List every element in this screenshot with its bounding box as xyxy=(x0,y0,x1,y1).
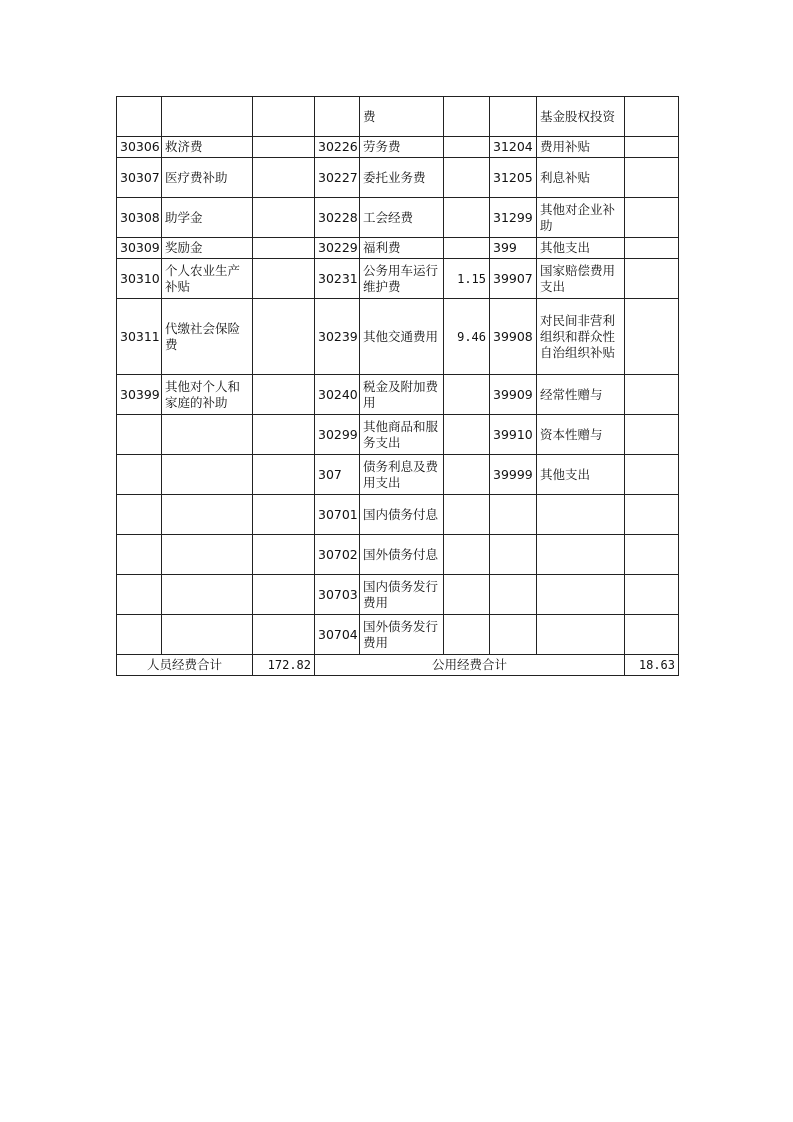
item-name-cell xyxy=(162,495,253,535)
table-row xyxy=(117,415,679,455)
table-body xyxy=(117,97,679,676)
code-cell: 30703 xyxy=(315,575,360,615)
amount-cell xyxy=(625,137,679,158)
public-total-value: 18.63 xyxy=(625,655,679,676)
table-row xyxy=(117,535,679,575)
amount-cell xyxy=(444,238,490,259)
item-name-cell: 公务用车运行维护费 xyxy=(360,259,444,299)
table-row xyxy=(117,137,679,158)
table-row xyxy=(117,97,679,137)
code-cell: 31204 xyxy=(490,137,537,158)
item-name-cell xyxy=(537,615,625,655)
item-name-cell xyxy=(162,97,253,137)
code-cell xyxy=(490,97,537,137)
item-name-cell xyxy=(537,575,625,615)
amount-cell: 9.46 xyxy=(444,299,490,375)
amount-cell xyxy=(253,375,315,415)
amount-cell xyxy=(625,299,679,375)
code-cell: 39908 xyxy=(490,299,537,375)
amount-cell xyxy=(625,259,679,299)
code-cell xyxy=(117,495,162,535)
code-cell: 30308 xyxy=(117,198,162,238)
code-cell: 30310 xyxy=(117,259,162,299)
amount-cell xyxy=(444,97,490,137)
amount-cell xyxy=(444,495,490,535)
amount-cell xyxy=(444,198,490,238)
table-row xyxy=(117,238,679,259)
item-name-cell: 基金股权投资 xyxy=(537,97,625,137)
amount-cell xyxy=(625,97,679,137)
amount-cell xyxy=(625,158,679,198)
item-name-cell: 福利费 xyxy=(360,238,444,259)
code-cell: 30701 xyxy=(315,495,360,535)
code-cell xyxy=(117,615,162,655)
amount-cell xyxy=(444,535,490,575)
item-name-cell: 国内债务付息 xyxy=(360,495,444,535)
amount-cell xyxy=(625,495,679,535)
item-name-cell: 税金及附加费用 xyxy=(360,375,444,415)
amount-cell xyxy=(444,375,490,415)
public-total-label: 公用经费合计 xyxy=(315,655,625,676)
table-row xyxy=(117,299,679,375)
table-row xyxy=(117,259,679,299)
item-name-cell: 债务利息及费用支出 xyxy=(360,455,444,495)
code-cell xyxy=(490,495,537,535)
amount-cell xyxy=(625,415,679,455)
code-cell xyxy=(117,97,162,137)
amount-cell xyxy=(625,375,679,415)
item-name-cell: 利息补贴 xyxy=(537,158,625,198)
code-cell: 30229 xyxy=(315,238,360,259)
amount-cell xyxy=(253,158,315,198)
item-name-cell xyxy=(537,535,625,575)
item-name-cell: 对民间非营利组织和群众性自治组织补贴 xyxy=(537,299,625,375)
item-name-cell: 其他支出 xyxy=(537,238,625,259)
item-name-cell: 其他对企业补助 xyxy=(537,198,625,238)
code-cell: 39909 xyxy=(490,375,537,415)
table-row xyxy=(117,455,679,495)
code-cell xyxy=(490,575,537,615)
code-cell: 30704 xyxy=(315,615,360,655)
table-row xyxy=(117,495,679,535)
code-cell: 39910 xyxy=(490,415,537,455)
amount-cell xyxy=(253,455,315,495)
code-cell xyxy=(490,535,537,575)
amount-cell xyxy=(253,535,315,575)
code-cell: 30239 xyxy=(315,299,360,375)
amount-cell xyxy=(444,455,490,495)
amount-cell xyxy=(253,198,315,238)
amount-cell xyxy=(253,575,315,615)
item-name-cell xyxy=(162,455,253,495)
amount-cell xyxy=(444,137,490,158)
amount-cell xyxy=(253,259,315,299)
amount-cell xyxy=(253,137,315,158)
code-cell: 39999 xyxy=(490,455,537,495)
item-name-cell: 劳务费 xyxy=(360,137,444,158)
amount-cell xyxy=(625,575,679,615)
item-name-cell: 助学金 xyxy=(162,198,253,238)
amount-cell xyxy=(444,415,490,455)
table-row xyxy=(117,575,679,615)
item-name-cell: 国内债务发行费用 xyxy=(360,575,444,615)
code-cell: 30228 xyxy=(315,198,360,238)
item-name-cell: 费用补贴 xyxy=(537,137,625,158)
personnel-total-label: 人员经费合计 xyxy=(117,655,253,676)
item-name-cell xyxy=(162,535,253,575)
code-cell xyxy=(315,97,360,137)
item-name-cell: 代缴社会保险费 xyxy=(162,299,253,375)
item-name-cell: 个人农业生产补贴 xyxy=(162,259,253,299)
code-cell: 399 xyxy=(490,238,537,259)
code-cell: 30702 xyxy=(315,535,360,575)
amount-cell xyxy=(253,495,315,535)
item-name-cell: 其他商品和服务支出 xyxy=(360,415,444,455)
code-cell: 39907 xyxy=(490,259,537,299)
code-cell: 30226 xyxy=(315,137,360,158)
code-cell: 30306 xyxy=(117,137,162,158)
totals-row xyxy=(117,655,679,676)
item-name-cell xyxy=(162,415,253,455)
amount-cell xyxy=(625,238,679,259)
table-row xyxy=(117,198,679,238)
expenditure-table xyxy=(116,96,679,676)
amount-cell xyxy=(253,615,315,655)
code-cell: 31205 xyxy=(490,158,537,198)
item-name-cell: 国外债务付息 xyxy=(360,535,444,575)
item-name-cell: 经常性赠与 xyxy=(537,375,625,415)
amount-cell xyxy=(444,575,490,615)
item-name-cell xyxy=(162,575,253,615)
amount-cell xyxy=(625,535,679,575)
code-cell xyxy=(117,415,162,455)
code-cell: 307 xyxy=(315,455,360,495)
table-row xyxy=(117,158,679,198)
item-name-cell: 其他交通费用 xyxy=(360,299,444,375)
code-cell xyxy=(117,535,162,575)
code-cell: 30309 xyxy=(117,238,162,259)
code-cell: 30399 xyxy=(117,375,162,415)
item-name-cell: 费 xyxy=(360,97,444,137)
code-cell: 30299 xyxy=(315,415,360,455)
amount-cell xyxy=(625,198,679,238)
amount-cell xyxy=(625,615,679,655)
code-cell: 30231 xyxy=(315,259,360,299)
item-name-cell: 奖励金 xyxy=(162,238,253,259)
code-cell: 31299 xyxy=(490,198,537,238)
item-name-cell: 国家赔偿费用支出 xyxy=(537,259,625,299)
item-name-cell: 资本性赠与 xyxy=(537,415,625,455)
item-name-cell: 工会经费 xyxy=(360,198,444,238)
item-name-cell: 委托业务费 xyxy=(360,158,444,198)
item-name-cell: 其他对个人和家庭的补助 xyxy=(162,375,253,415)
item-name-cell: 救济费 xyxy=(162,137,253,158)
item-name-cell xyxy=(537,495,625,535)
table-row xyxy=(117,615,679,655)
code-cell: 30240 xyxy=(315,375,360,415)
item-name-cell xyxy=(162,615,253,655)
amount-cell: 1.15 xyxy=(444,259,490,299)
code-cell: 30307 xyxy=(117,158,162,198)
amount-cell xyxy=(444,158,490,198)
item-name-cell: 国外债务发行费用 xyxy=(360,615,444,655)
personnel-total-value: 172.82 xyxy=(253,655,315,676)
amount-cell xyxy=(444,615,490,655)
code-cell xyxy=(490,615,537,655)
table-row xyxy=(117,375,679,415)
code-cell xyxy=(117,455,162,495)
amount-cell xyxy=(625,455,679,495)
amount-cell xyxy=(253,299,315,375)
item-name-cell: 医疗费补助 xyxy=(162,158,253,198)
code-cell xyxy=(117,575,162,615)
code-cell: 30227 xyxy=(315,158,360,198)
amount-cell xyxy=(253,97,315,137)
code-cell: 30311 xyxy=(117,299,162,375)
item-name-cell: 其他支出 xyxy=(537,455,625,495)
amount-cell xyxy=(253,415,315,455)
amount-cell xyxy=(253,238,315,259)
